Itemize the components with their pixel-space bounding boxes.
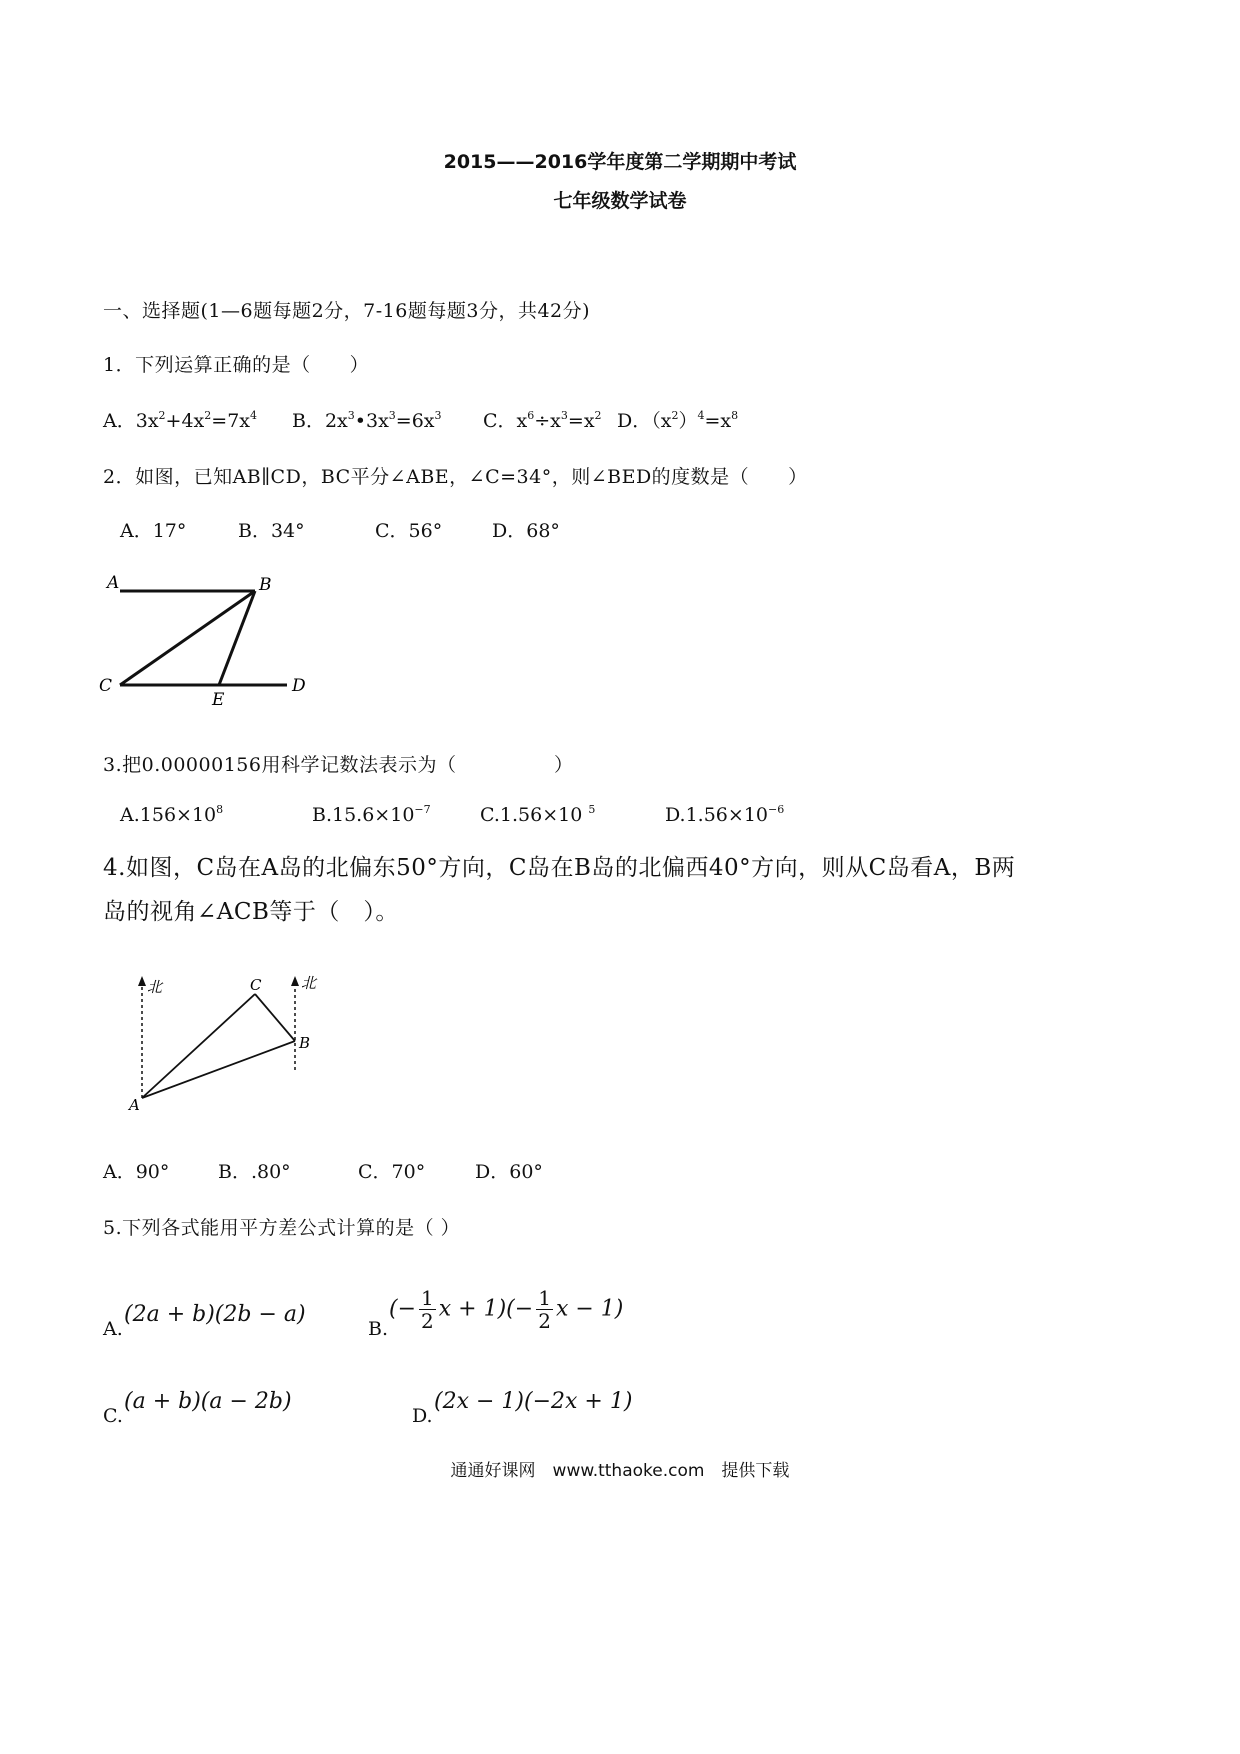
question-3-stem: 3.把0.00000156用科学记数法表示为（ ）	[103, 754, 574, 776]
q1-option-d: D．$(x^2)^4=x^8$	[617, 409, 739, 432]
label-b: B	[299, 1034, 311, 1052]
label-a: A	[107, 573, 120, 593]
footer-credit: 通通好课网 www.tthaoke.com 提供下载	[450, 1461, 790, 1481]
question-1-stem: 1．下列运算正确的是（ ）	[103, 354, 370, 376]
label-c: C	[99, 676, 113, 696]
q2-option-c: C．56°	[375, 520, 443, 542]
q1-option-a: A．$3x^2+4x^2=7x^4$	[103, 409, 258, 432]
q3-option-a: $A.156\times 10^8$	[120, 803, 224, 826]
line-bc	[120, 591, 255, 685]
q5-option-c-label: C.	[103, 1405, 123, 1427]
north-arrow-a	[138, 976, 146, 986]
north-label-a: 北	[147, 978, 163, 996]
fraction-one-half: $\frac{1}{2}$	[421, 1286, 434, 1333]
q5-option-a-label: A.	[103, 1318, 123, 1340]
q3-option-c: C.1.56×10 $^5$	[480, 803, 596, 826]
line-ab	[142, 1041, 295, 1098]
q2-option-d: D．68°	[492, 520, 560, 542]
q5-option-d-label: D.	[412, 1405, 433, 1427]
q5-option-d-expr: (2x − 1)(−2x + 1)	[434, 1389, 633, 1414]
question-4-line1: 4.如图，C岛在A岛的北偏东50°方向，C岛在B岛的北偏西40°方向，则从C岛看A，B两	[103, 855, 1016, 881]
exam-subtitle: 七年级数学试卷	[553, 190, 687, 212]
exam-title: 2015——2016学年度第二学期期中考试	[443, 151, 797, 173]
q4-option-c: C．70°	[358, 1161, 426, 1183]
q4-option-b: B．.80°	[218, 1161, 291, 1183]
q5-option-a-expr: (2a + b)(2b − a)	[124, 1302, 306, 1327]
label-a: A	[129, 1096, 140, 1113]
question-2-stem: 2．如图，已知AB∥CD，BC平分∠ABE，∠C=34°，则∠BED的度数是（ ）	[103, 466, 808, 488]
question-5-stem: 5.下列各式能用平方差公式计算的是（ ）	[103, 1217, 461, 1239]
q5-option-c-expr: (a + b)(a − 2b)	[124, 1389, 292, 1414]
q4-option-a: A．90°	[103, 1161, 170, 1183]
label-d: D	[292, 676, 306, 696]
section-heading: 一、选择题(1—6题每题2分，7-16题每题3分，共42分)	[103, 300, 591, 322]
q4-figure	[125, 968, 335, 1113]
q1-option-b: B．$2x^3•3x^3=6x^3$	[292, 409, 442, 432]
q5-option-b-expr: (− $\frac{1}{2}$ x + 1)(− $\frac{1}{2}$ x − 1)	[389, 1286, 624, 1333]
north-arrow-b	[291, 976, 299, 986]
line-cb	[255, 994, 295, 1041]
q4-option-d: D．60°	[475, 1161, 543, 1183]
q5-option-b-label: B.	[368, 1318, 389, 1340]
q2-figure	[95, 568, 320, 713]
q3-option-d: $D.1.56\times 10^{-6}$	[665, 803, 785, 826]
fraction-one-half: $\frac{1}{2}$	[538, 1286, 551, 1333]
north-label-b: 北	[301, 974, 317, 992]
q2-option-a: A．17°	[120, 520, 187, 542]
label-e: E	[212, 690, 225, 710]
q3-option-b: $B.15.6\times 10^{-7}$	[312, 803, 431, 826]
line-ac	[142, 994, 255, 1098]
label-c: C	[250, 976, 262, 994]
q1-option-c: C．$x^6\div x^3=x^2$	[483, 409, 602, 432]
q2-option-b: B．34°	[238, 520, 305, 542]
label-b: B	[259, 575, 272, 595]
question-4-line2: 岛的视角∠ACB等于（ ）。	[103, 899, 399, 925]
